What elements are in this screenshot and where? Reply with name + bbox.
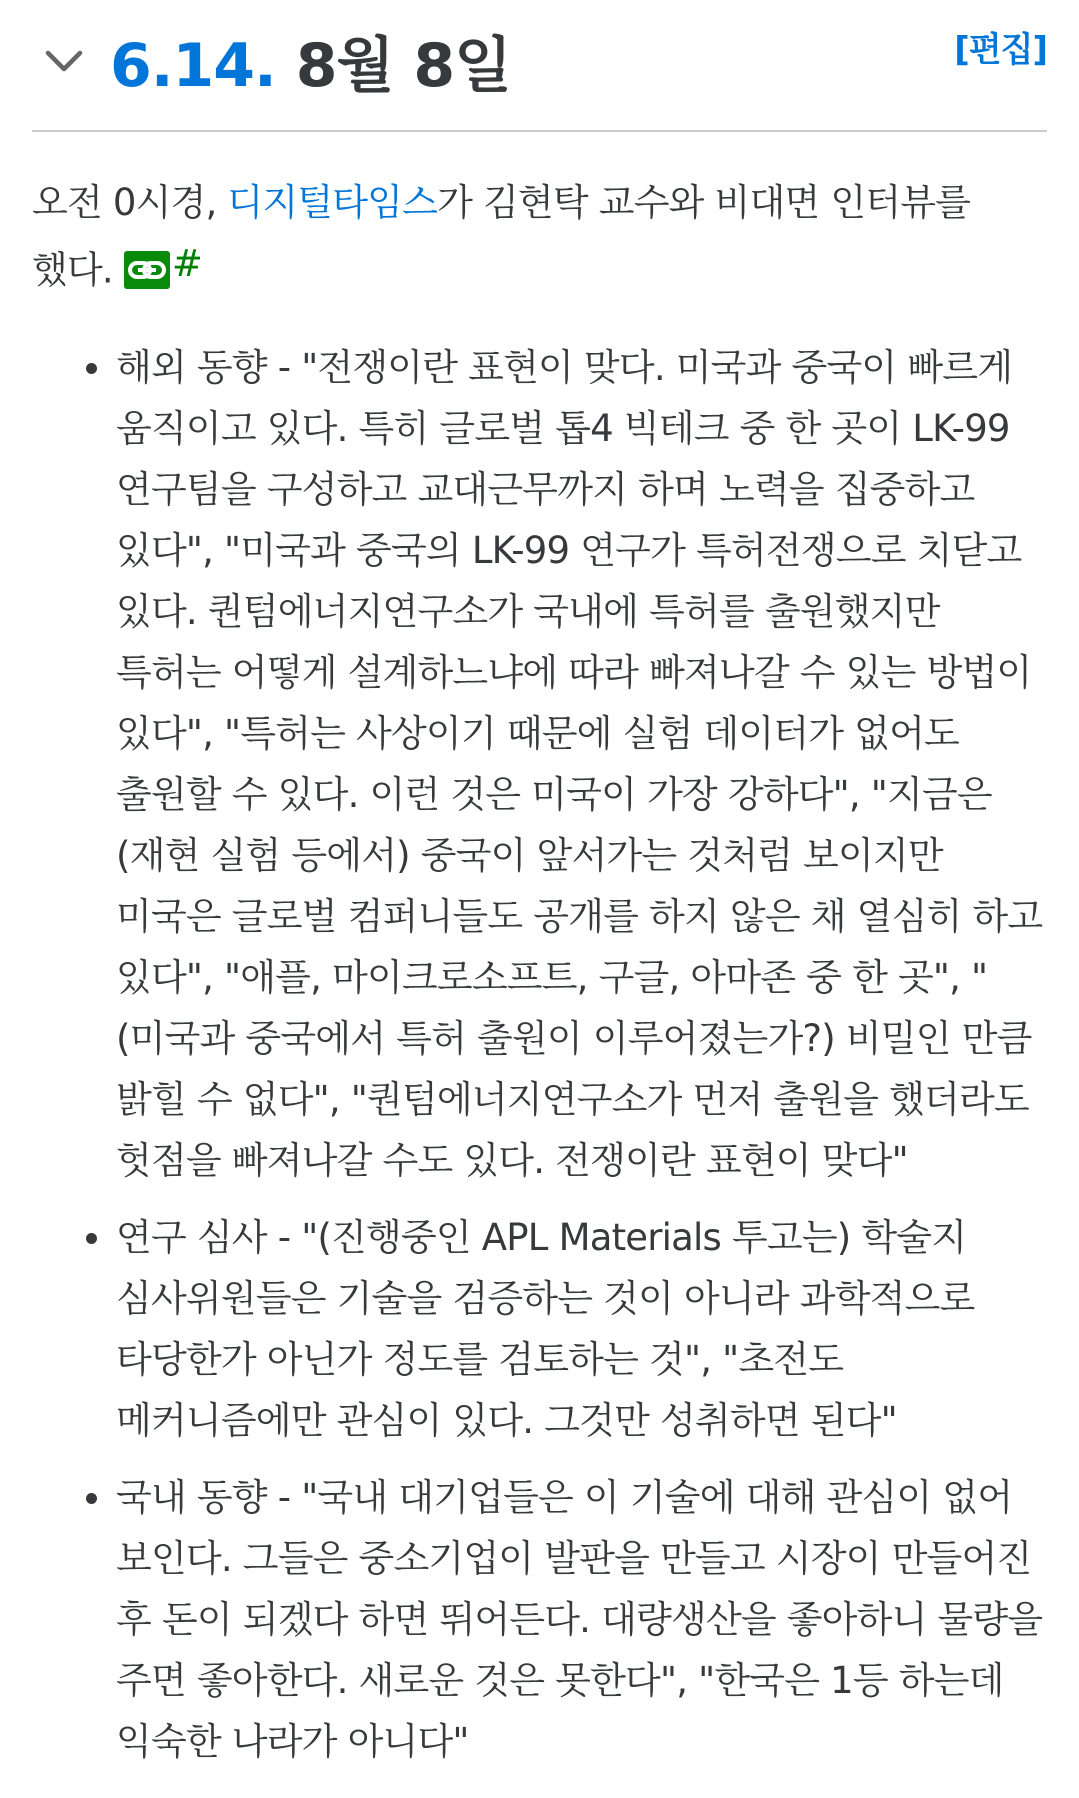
external-link-icon [124, 251, 170, 289]
intro-prefix: 오전 0시경, [32, 181, 228, 224]
list-item-overseas-trend: 해외 동향 - "전쟁이란 표현이 맞다. 미국과 중국이 빠르게 움직이고 있다. 특히 글로벌 톱4 빅테크 중 한 곳이 LK-99 연구팀을 구성하고 교대근무까지 하며 노력을 집중하고 있다", "미국과 중국의 LK-99 연구가 특허전쟁으로 치닫고 있다. 퀀텀에너지연구소가 국내에 특허를 출원했지만 특허는 어떻게 설계하느냐에 따라 빠져나갈 수 있는 방법이 있다", "특허는 사상이기 때문에 실험 데이터가 없어도 출원할 수 있다. 이런 것은 미국이 가장 강하다", "지금은 (재현 실험 등에서) 중국이 앞서가는 것처럼 보이지만 미국은 글로벌 컴퍼니들도 공개를 하지 않은 채 열심히 하고 있다", "애플, 마이크로소프트, 구글, 아마존 중 한 곳", "(미국과 중국에서 특허 출원이 이루어졌는가?) 비밀인 만큼 밝힐 수 없다", "퀀텀에너지연구소가 먼저 출원을 했더라도 헛점을 빠져나갈 수도 있다. 전쟁이란 표현이 맞다" [116, 337, 1047, 1191]
section-heading [110, 22, 511, 110]
section-title: 8월 8일 [295, 31, 512, 101]
reference-link[interactable] [124, 233, 202, 294]
chevron-down-icon[interactable] [42, 40, 86, 84]
intro-suffix: 가 김현탁 교수와 비대면 인터뷰를 했다. [32, 181, 971, 292]
edit-button[interactable]: [편집] [954, 30, 1047, 70]
interview-points-list [32, 337, 1047, 1772]
list-item-domestic-trend: 국내 동향 - "국내 대기업들은 이 기술에 대해 관심이 없어 보인다. 그들은 중소기업이 발판을 만들고 시장이 만들어진 후 돈이 되겠다 하면 뛰어든다. 대량생산을 좋아하니 물량을 주면 좋아한다. 새로운 것은 못한다", "한국은 1등 하는데 익숙한 나라가 아니다" [116, 1467, 1047, 1772]
reference-hash: # [171, 242, 203, 285]
intro-paragraph [32, 172, 1047, 301]
digital-times-link[interactable]: 디지털타임스 [227, 181, 438, 224]
list-item-research-review: 연구 심사 - "(진행중인 APL Materials 투고는) 학술지 심사위원들은 기술을 검증하는 것이 아니라 과학적으로 타당한가 아닌가 정도를 검토하는 것", "초전도 메커니즘에만 관심이 있다. 그것만 성취하면 된다" [116, 1207, 1047, 1451]
section-header [32, 0, 1047, 132]
section-number-link[interactable]: 6.14. [110, 31, 276, 101]
